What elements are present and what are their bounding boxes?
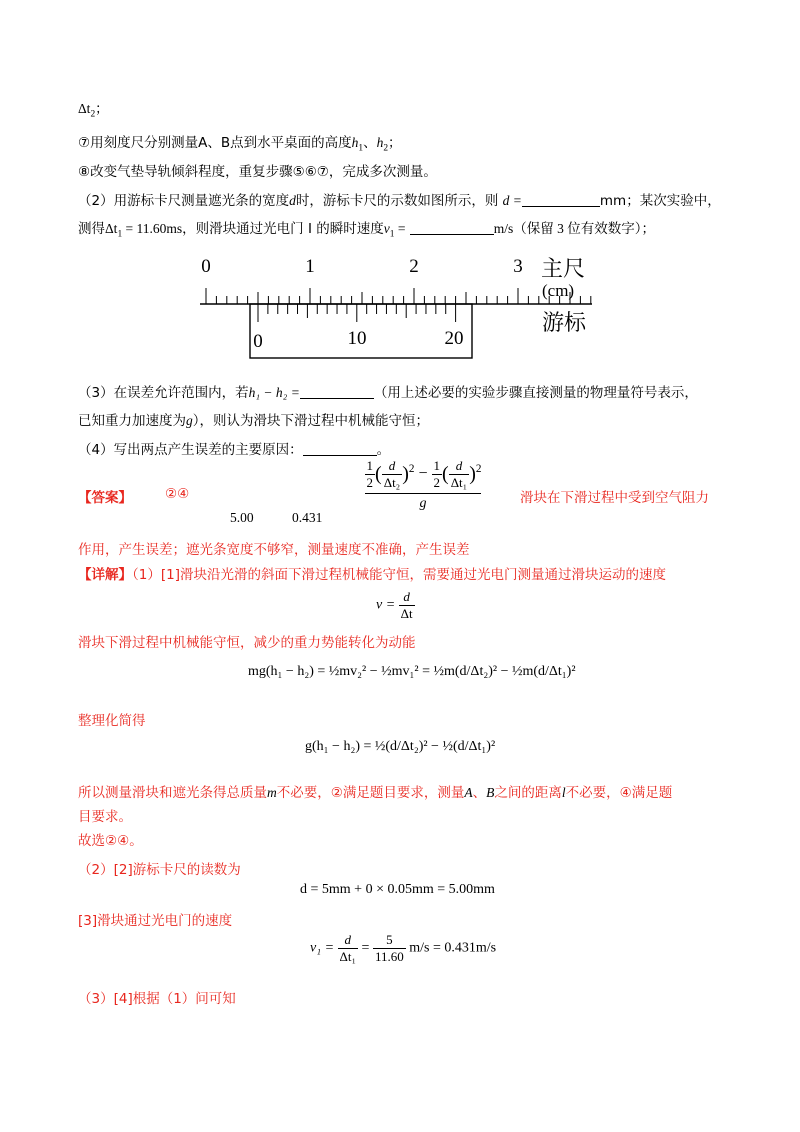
answer-1: ②④ (165, 486, 190, 502)
caliper-svg (196, 250, 606, 365)
question-2-line-1: （2）用游标卡尺测量遮光条的宽度d时，游标卡尺的示数如图所示，则 d = mm；某次实验中， (78, 193, 721, 209)
dt2-symbol: $\Delta t_2$； (78, 101, 109, 120)
question-3-line-2: 已知重力加速度为g），则认为滑块下滑过程中机械能守恒； (78, 413, 429, 429)
vernier-label-20: 20 (444, 328, 464, 349)
main-label-3: 3 (513, 256, 523, 277)
answer-5-line-2: 作用，产生误差；遮光条宽度不够窄，测量速度不准确，产生误差 (78, 542, 470, 558)
main-label-1: 1 (305, 256, 315, 277)
step-8: ⑧改变气垫导轨倾斜程度，重复步骤⑤⑥⑦，完成多次测量。 (78, 164, 437, 180)
detail-paragraph-4-cont: 目要求。 (78, 809, 132, 825)
detail-paragraph-7: [3]滑块通过光电门的速度 (78, 913, 233, 929)
detail-paragraph-2: 滑块下滑过程中机械能守恒，减少的重力势能转化为动能 (78, 635, 416, 651)
vernier-scale-ticks (258, 304, 456, 322)
vernier-label-10: 10 (347, 328, 367, 349)
detail-paragraph-8: （3）[4]根据（1）问可知 (78, 991, 236, 1007)
main-label-0: 0 (201, 256, 211, 277)
question-2-line-2: 测得$\Delta t_1 = 11.60ms$，则滑块通过光电门 I 的瞬时速度$v_1 = m/s$（保留 3 位有效数字）； (78, 221, 656, 240)
answer-blank-h[interactable] (300, 384, 374, 399)
vernier-caliper-figure (196, 250, 606, 365)
vernier-scale-title: 游标 (542, 311, 587, 336)
answer-5-line-1: 滑块在下滑过程中受到空气阻力 (520, 490, 709, 506)
main-scale-unit: (cm) (542, 281, 575, 300)
equation-v1: v₁ = $\frac{d}{\text{Δt₁}}$ = $\frac{5}{11.60}$ m/s = 0.431m/s (310, 932, 497, 964)
main-label-2: 2 (409, 256, 419, 277)
answer-tag: 【答案】 (78, 490, 132, 506)
answer-4-expression: $\frac{1}{2}$ ( $\frac{d}{\text{Δt₂}}$ )$^2$ − $\frac{1}{2}$ ( $\frac{d}{\text{Δt₁}}$ )$^2$ g (366, 458, 482, 511)
answer-blank-d[interactable] (522, 192, 600, 207)
answer-2: 5.00 (230, 510, 254, 525)
detail-paragraph-6: （2）[2]游标卡尺的读数为 (78, 862, 241, 878)
equation-velocity: v = $\frac{d}{\Delta t}$ (376, 589, 413, 621)
answer-blank-v1[interactable] (410, 220, 494, 235)
detail-paragraph-3: 整理化简得 (78, 713, 146, 729)
equation-reading: d = 5mm + 0 × 0.05mm = 5.00mm (300, 882, 495, 897)
answer-3: 0.431 (292, 510, 323, 525)
vernier-label-0: 0 (253, 331, 263, 352)
equation-energy: mg(h₁ − h₂) = ½mv₂² − ½mv₁² = ½m(d/Δt₂)² − ½m(d/Δt₁)² (248, 664, 576, 679)
question-3-line-1: （3）在误差允许范围内，若h₁ − h₂ = （用上述必要的实验步骤直接测量的物理量符号表示， (78, 385, 698, 401)
equation-simplified: g(h₁ − h₂) = ½(d/Δt₂)² − ½(d/Δt₁)² (305, 739, 496, 754)
detail-paragraph-1: 【详解】（1）[1]滑块沿光滑的斜面下滑过程机械能守恒，需要通过光电门测量通过滑块运动的速度 (78, 567, 666, 583)
detail-paragraph-4: 所以测量滑块和遮光条得总质量m不必要，②满足题目要求，测量A、B之间的距离l不必要，④满足题 (78, 785, 673, 801)
step-7: ⑦用刻度尺分别测量A、B点到水平桌面的高度$h_1$、$h_2$； (78, 135, 402, 154)
main-scale-ticks (206, 288, 591, 304)
main-scale-title: 主尺 (541, 257, 586, 282)
question-4: （4）写出两点产生误差的主要原因： 。 (78, 442, 391, 458)
detail-paragraph-5: 故选②④。 (78, 833, 143, 849)
answer-blank-errors[interactable] (303, 441, 377, 456)
